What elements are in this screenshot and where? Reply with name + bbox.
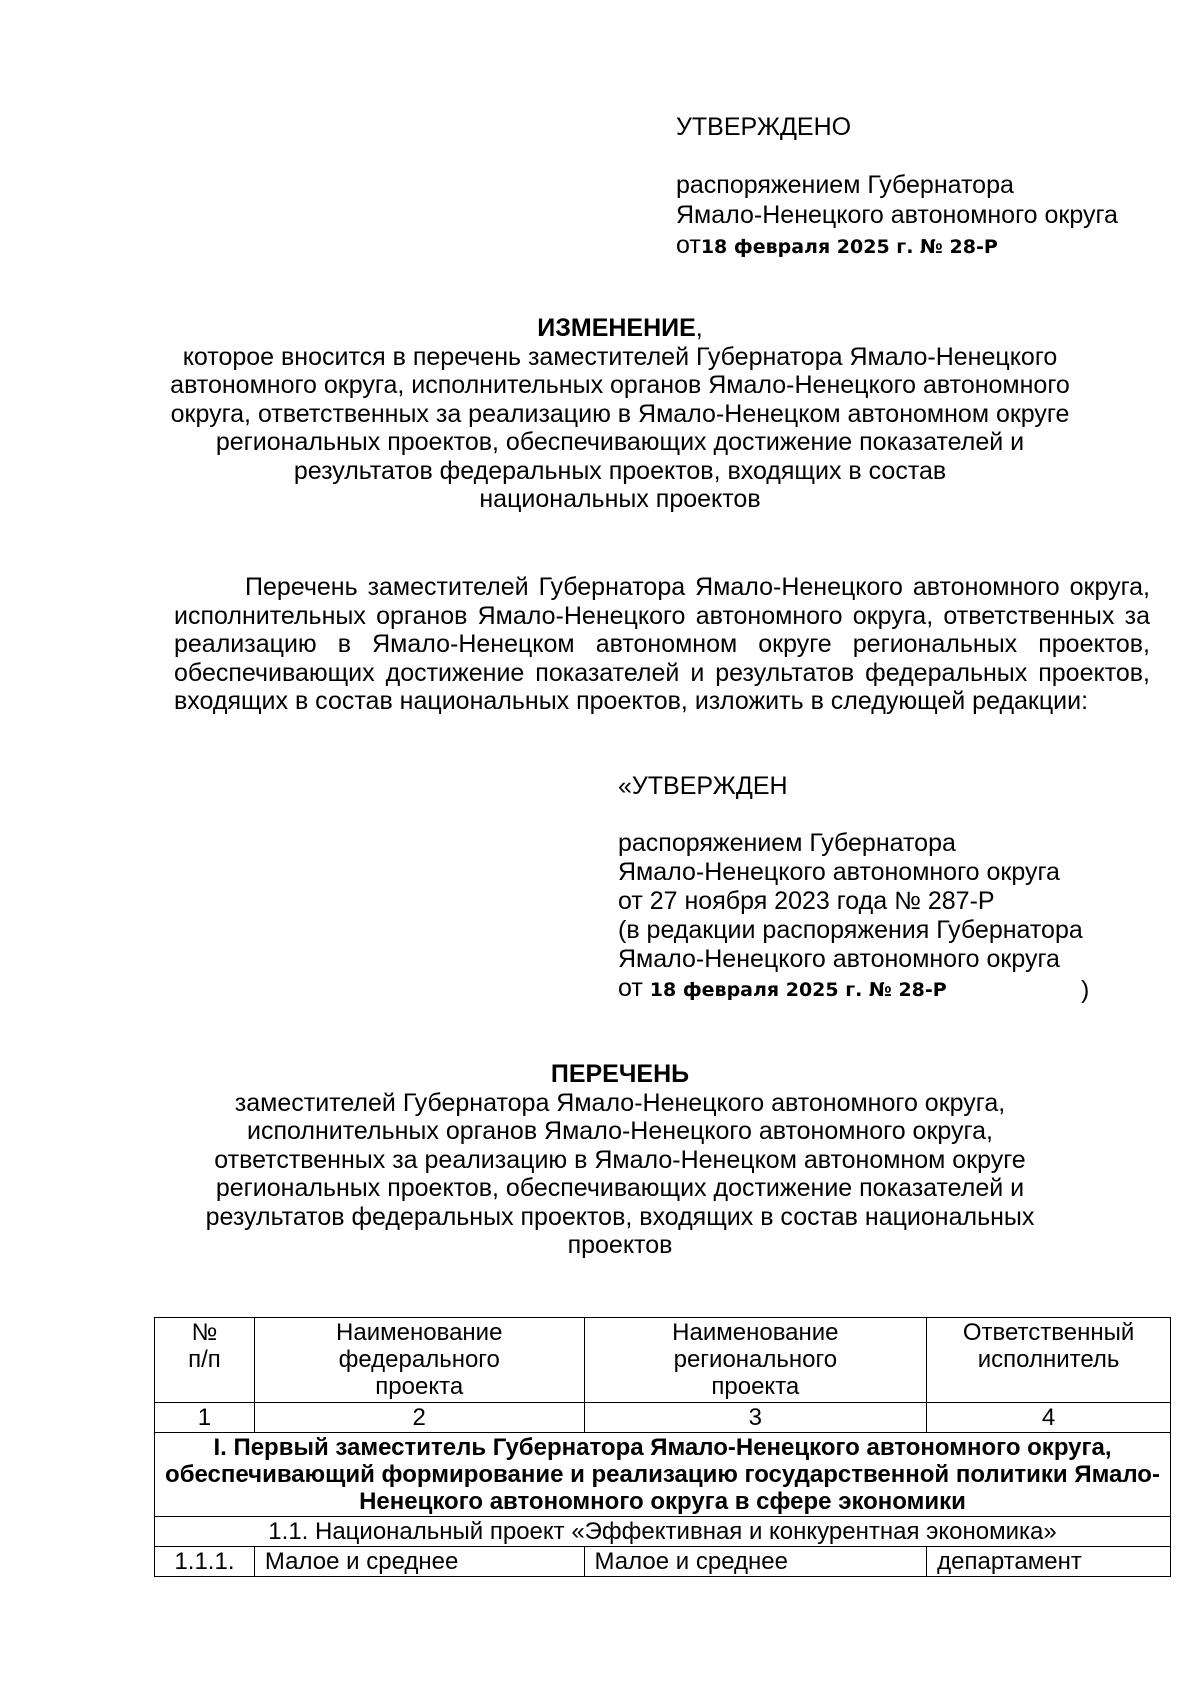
change-heading-line-5: результатов федеральных проектов, входящих в состав	[293, 456, 947, 485]
projects-table	[154, 1317, 1171, 1577]
table-subsection-row	[155, 1517, 1171, 1547]
subsection-title: 1.1. Национальный проект «Эффективная и конкурентная экономика»	[155, 1517, 1171, 1547]
approval2-line-1: распоряжением Губернатора	[618, 829, 956, 857]
header-regional-project: Наименование регионального проекта	[584, 1318, 927, 1403]
approval2-date-value: 18 февраля 2025 г. № 28-Р	[649, 979, 947, 1001]
approval2-line-5: Ямало-Ненецкого автономного округа	[618, 945, 1060, 973]
approval2-line-3: от 27 ноября 2023 года № 287-Р	[618, 887, 995, 915]
row-number: 1.1.1.	[155, 1547, 255, 1577]
change-heading-line-2: автономного округа, исполнительных органов Ямало-Ненецкого автономного	[170, 371, 1070, 399]
change-heading-line-1: которое вносится в перечень заместителей Губернатора Ямало-Ненецкого	[182, 342, 1058, 371]
change-heading-line-3: округа, ответственных за реализацию в Ямало-Ненецком автономном округе	[170, 399, 1070, 428]
header-number: № п/п	[155, 1318, 255, 1403]
row-responsible: департамент	[927, 1547, 1171, 1577]
list-heading-line-3: ответственных за реализацию в Ямало-Ненецком автономном округе	[214, 1145, 1026, 1174]
approval2-line-4: (в редакции распоряжения Губернатора	[618, 916, 1083, 944]
header-federal-project: Наименование федерального проекта	[254, 1318, 584, 1403]
change-title: ИЗМЕНЕНИЕ,	[537, 314, 703, 342]
approval-date-value: 18 февраля 2025 г. № 28-Р	[700, 236, 998, 258]
approval-date	[676, 230, 1118, 262]
approval2-status: «УТВЕРЖДЕН	[618, 772, 788, 800]
change-heading-line-4: региональных проектов, обеспечивающих достижение показателей и	[215, 428, 1025, 456]
section-title: I. Первый заместитель Губернатора Ямало-Ненецкого автономного округа, обеспечивающий формирование и реализацию государственной политики Ямало-Ненецкого автономного округа в сфере экономики	[155, 1433, 1171, 1517]
table-col-numbers-row	[155, 1403, 1171, 1433]
approval-line-1: распоряжением Губернатора	[676, 171, 1014, 199]
list-heading-line-2: исполнительных органов Ямало-Ненецкого автономного округа,	[247, 1117, 993, 1145]
list-heading-line-4: региональных проектов, обеспечивающих достижение показателей и	[215, 1174, 1025, 1202]
list-title: ПЕРЕЧЕНЬ	[550, 1060, 690, 1088]
col-number-cell: 3	[584, 1403, 927, 1433]
approval-date-prefix: от	[676, 231, 701, 259]
approval2-line-2: Ямало-Ненецкого автономного округа	[618, 858, 1060, 886]
col-number-cell: 2	[254, 1403, 584, 1433]
body-paragraph: Перечень заместителей Губернатора Ямало-Ненецкого автономного округа, исполнительных органов Ямало-Ненецкого автономного округа, ответственных за реализацию в Ямало-Ненецком автономном округе региональных проектов, обеспечивающих достижение показателей и результатов федеральных проектов, входящих в состав национальных проектов, изложить в следующей редакции:	[174, 573, 1150, 716]
table-header-row	[155, 1318, 1171, 1403]
row-regional-project: Малое и среднее	[584, 1547, 927, 1577]
approval2-close-paren: )	[1081, 976, 1090, 1004]
approval-stamp	[676, 112, 1118, 262]
approval-line-2: Ямало-Ненецкого автономного округа	[676, 201, 1118, 229]
list-heading-line-1: заместителей Губернатора Ямало-Ненецкого автономного округа,	[234, 1088, 1006, 1117]
list-heading-line-6: проектов	[567, 1231, 673, 1259]
change-heading	[170, 314, 1070, 514]
col-number-cell: 1	[155, 1403, 255, 1433]
approval2-date	[618, 974, 1083, 1005]
row-federal-project: Малое и среднее	[254, 1547, 584, 1577]
approval-status: УТВЕРЖДЕНО	[676, 113, 852, 141]
table-row	[155, 1547, 1171, 1577]
approval2-date-prefix: от	[618, 974, 643, 1002]
table-section-row	[155, 1433, 1171, 1517]
list-heading-line-5: результатов федеральных проектов, входящих в состав национальных	[205, 1202, 1035, 1231]
col-number-cell: 4	[927, 1403, 1171, 1433]
change-heading-line-6: национальных проектов	[479, 485, 761, 513]
approval-stamp-2	[618, 772, 1083, 1005]
list-heading	[170, 1060, 1070, 1260]
header-responsible: Ответственный исполнитель	[927, 1318, 1171, 1403]
